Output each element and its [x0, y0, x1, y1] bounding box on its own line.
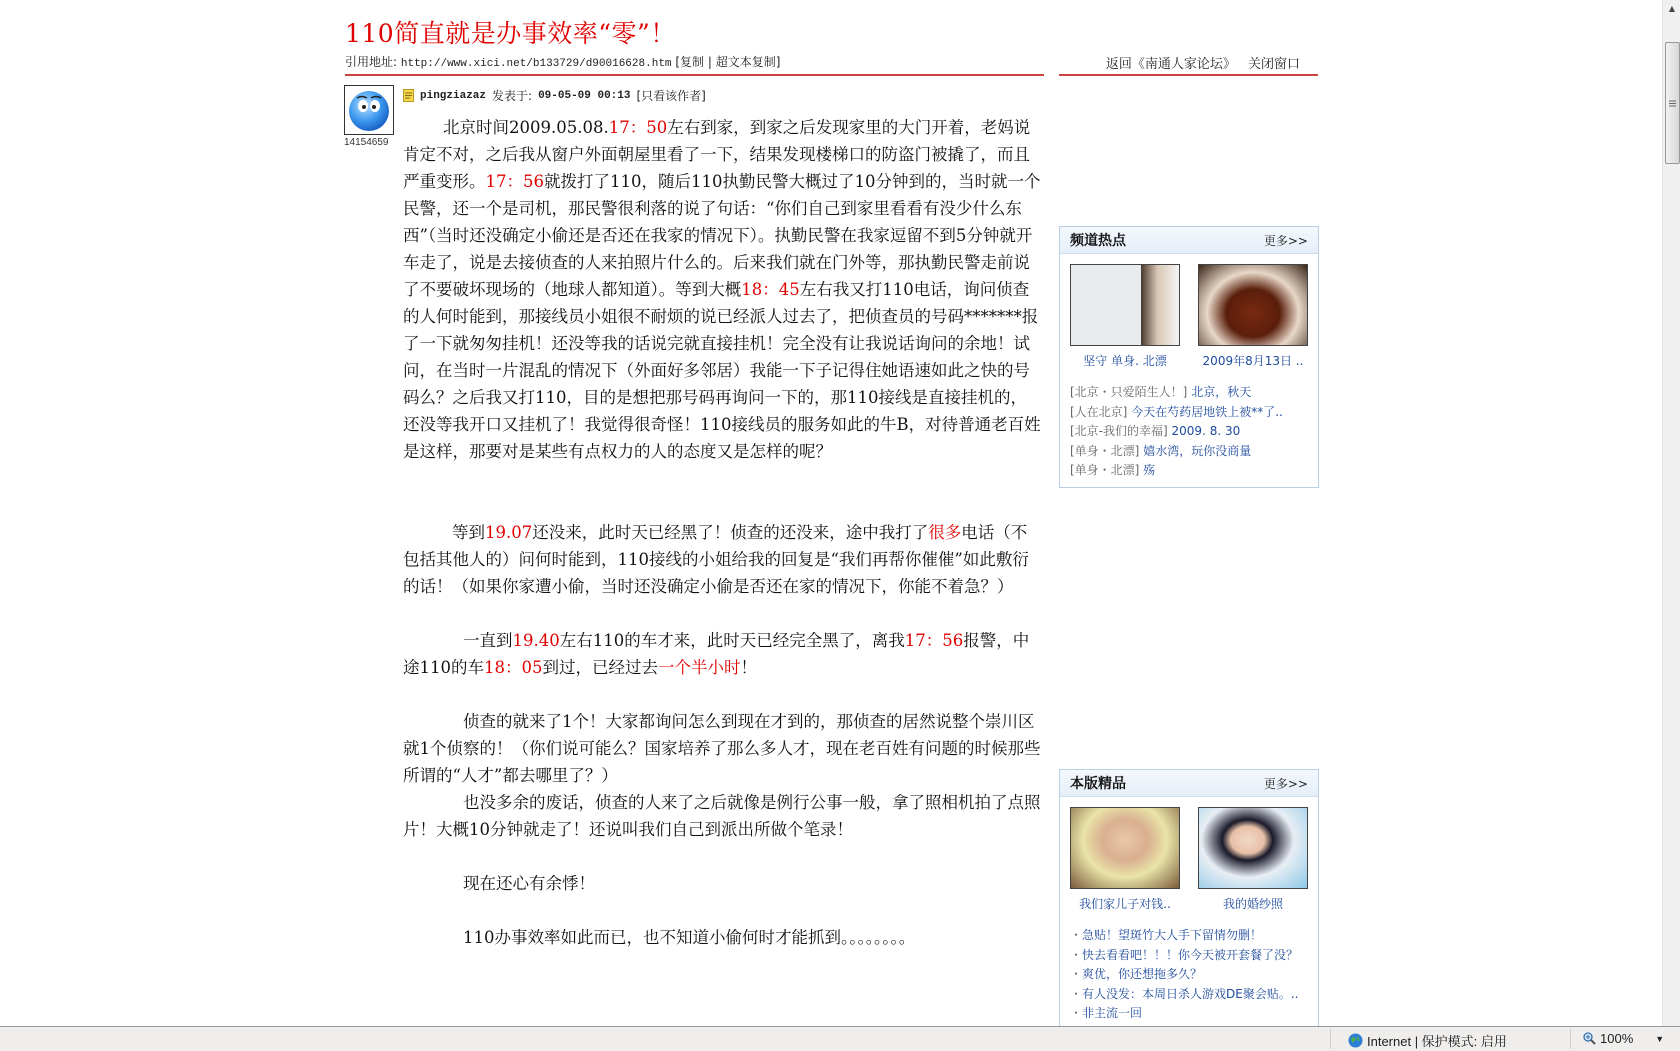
thumb-item[interactable] — [1198, 264, 1308, 369]
copy-link[interactable]: 复制 — [680, 55, 705, 69]
paragraph — [403, 627, 1043, 681]
highlight-time: 17：56 — [485, 172, 544, 191]
text: 北京时间2009.05.08. — [443, 118, 609, 137]
paragraph — [403, 114, 1043, 465]
page-title: 110简直就是办事效率“零”！ — [345, 19, 676, 48]
magnifier-icon — [1583, 1032, 1596, 1045]
highlight-time: 19.40 — [512, 631, 560, 650]
paragraph: 110办事效率如此而已，也不知道小偷何时才能抓到。。。。。。。。 — [463, 928, 916, 947]
title-divider — [345, 74, 1044, 76]
cite-url: http://www.xici.net/b133729/d90016628.htm — [400, 58, 672, 70]
thumb-caption[interactable]: 我的婚纱照 — [1222, 897, 1283, 911]
highlight-time: 17：50 — [608, 118, 668, 137]
list-item[interactable]: [单身・北漂] 殇 — [1070, 463, 1156, 477]
thumb-caption[interactable]: 我们家儿子对钱.. — [1079, 897, 1171, 911]
only-author-link[interactable]: [只看该作者] — [636, 89, 706, 103]
thumb-item[interactable] — [1198, 807, 1308, 912]
text: 等到 — [452, 523, 485, 542]
zoom-level: 100% — [1600, 1031, 1634, 1046]
thumbnail-image[interactable] — [1198, 807, 1308, 889]
post-meta — [403, 87, 706, 104]
close-window-link[interactable]: 关闭窗口 — [1247, 57, 1300, 72]
cite-label: 引用地址: — [345, 55, 398, 69]
posted-label: 发表于: — [492, 89, 533, 103]
board-best-box — [1059, 769, 1319, 1026]
note-icon — [403, 89, 414, 102]
more-link[interactable]: 更多>> — [1263, 776, 1308, 791]
highlight-time: 19.07 — [485, 523, 533, 542]
highlight-text: 很多 — [928, 523, 962, 542]
text: 报警，中途110的车 — [403, 631, 1030, 677]
text: 左右110的车才来，此时天已经完全黑了，离我 — [559, 631, 905, 650]
list-item[interactable]: [人在北京] 今天在芍药居地铁上被**了.. — [1070, 404, 1283, 419]
list-item[interactable]: ・快去看看吧！！！你今天被开套餐了没？ — [1070, 947, 1299, 962]
globe-icon — [1348, 1033, 1363, 1048]
security-zone[interactable] — [1348, 1031, 1507, 1050]
list-item[interactable]: [北京・只爱陌生人！] 北京，秋天 — [1070, 385, 1252, 399]
post-date: 09-05-09 00:13 — [538, 89, 631, 102]
thumb-caption[interactable]: 坚守 单身. 北漂 — [1083, 354, 1167, 368]
author-name[interactable]: pingziazaz — [420, 89, 487, 102]
separator: | — [707, 55, 712, 69]
text: 到过，已经过去 — [542, 658, 658, 677]
text: 就拨打了110，随后110执勤民警大概过了10分钟到的，当时就一个民警，还一个是司机，那民警很利落的说了句话：“你们自己到家里看看有没少什么东西”（当时还没确定小偷还是否还在我家的情况下）。执勤民警在我家逗留不到5分钟就开车走了，说是去接侦查的人来拍照片什么的。后来我们就在门外等，那执勤民警走前说了不要破坏现场的（地球人都知道）。等到大概 — [403, 172, 1041, 299]
thumbnail-image[interactable] — [1070, 807, 1180, 889]
text: 左右到家，到家之后发现家里的大门开着，老妈说肯定不对，之后我从窗户外面朝屋里看了一下，结果发现楼梯口的防盗门被撬了，而且严重变形。 — [403, 118, 1031, 191]
blue-smiley-face-icon — [347, 88, 391, 132]
thumbnail-image[interactable] — [1070, 264, 1180, 346]
list-item[interactable]: ・爽优，你还想拖多久？ — [1070, 967, 1203, 981]
top-right-links — [1098, 53, 1300, 72]
vertical-scrollbar[interactable] — [1662, 0, 1680, 1026]
text: ！ — [740, 658, 757, 677]
box-header — [1060, 770, 1318, 797]
highlight-time: 17：56 — [904, 631, 964, 650]
back-to-forum-link[interactable]: 返回《南通人家论坛》 — [1105, 57, 1236, 72]
zone-text: Internet | 保护模式: 启用 — [1367, 1034, 1507, 1049]
channel-hot-box — [1059, 226, 1319, 488]
highlight-text: 一个半小时 — [658, 658, 741, 677]
box-title: 频道热点 — [1070, 233, 1126, 249]
avatar[interactable] — [344, 85, 394, 135]
thumb-item[interactable] — [1070, 264, 1180, 369]
list-item[interactable]: [单身・北漂] 嬉水湾，玩你没商量 — [1070, 443, 1252, 458]
zoom-control[interactable] — [1583, 1031, 1664, 1046]
paragraph: 现在还心有余悸！ — [463, 874, 595, 893]
thumb-item[interactable] — [1070, 807, 1180, 912]
paragraph — [403, 519, 1043, 600]
grip-icon — [1669, 100, 1676, 107]
post-body — [403, 114, 1043, 951]
list-item[interactable]: ・非主流一回 — [1070, 1006, 1143, 1020]
text: 电话（不包括其他人的）问何时能到，110接线的小姐给我的回复是“我们再帮你催催”如此敷衍的话！（如果你家遭小偷，当时还没确定小偷是否还在家的情况下，你能不着急？） — [403, 523, 1029, 596]
copy-hypertext-link[interactable]: 超文本复制 — [715, 55, 776, 69]
box-title: 本版精品 — [1070, 776, 1126, 792]
more-link[interactable]: 更多>> — [1263, 233, 1308, 248]
highlight-time: 18：05 — [484, 658, 543, 677]
bracket: ] — [775, 55, 781, 69]
cite-address — [345, 53, 780, 70]
paragraph: 侦查的就来了1个！大家都询问怎么到现在才到的，那侦查的居然说整个崇川区就1个侦察的！（你们说可能么？国家培养了那么多人才，现在老百姓有问题的时候那些所谓的“人才”都去哪里了？） — [403, 712, 1041, 785]
right-divider — [1059, 74, 1318, 76]
highlight-time: 18：45 — [741, 280, 800, 299]
paragraph: 也没多余的废话，侦查的人来了之后就像是例行公事一般，拿了照相机拍了点照片！大概10分钟就走了！还说叫我们自己到派出所做个笔录！ — [403, 793, 1041, 839]
scroll-up-arrow-icon[interactable]: ▲ — [1668, 3, 1676, 13]
zoom-dropdown-icon[interactable]: ▼ — [1655, 1033, 1665, 1044]
scrollbar-thumb[interactable] — [1665, 42, 1680, 164]
list-item[interactable]: ・急贴！望斑竹大人手下留情勿删！ — [1070, 928, 1263, 942]
list-item[interactable]: [北京-我们的幸福] 2009. 8. 30 — [1070, 424, 1241, 438]
text: 一直到 — [463, 631, 513, 650]
list-item[interactable]: ・有人没发：本周日杀人游戏DE聚会贴。.. — [1070, 986, 1299, 1001]
bracket: [ — [675, 55, 681, 69]
user-id: 14154659 — [344, 137, 389, 148]
thumbnail-image[interactable] — [1198, 264, 1308, 346]
text: 还没来，此时天已经黑了！侦查的还没来，途中我打了 — [532, 523, 929, 542]
text: 左右我又打110电话，询问侦查的人何时能到，那接线员小姐很不耐烦的说已经派人过去了，把侦查员的号码*******报了一下就匆匆挂机！还没等我的话说完就直接挂机！完全没有让我说话询问的余地！试问，在当时一片混乱的情况下（外面好多邻居）我能一下子记得住她语速如此之快的号码么？之后我又打110，目的是想把那号码再询问一下的，那110接线是直接挂机的，还没等我开口又挂机了！我觉得很奇怪！110接线员的服务如此的牛B，对待普通老百姓是这样，那要对是某些有点权力的人的态度又是怎样的呢？ — [403, 280, 1041, 461]
box-header — [1060, 227, 1318, 254]
thumb-caption[interactable]: 2009年8月13日 .. — [1202, 354, 1304, 368]
status-bar — [0, 1026, 1680, 1051]
